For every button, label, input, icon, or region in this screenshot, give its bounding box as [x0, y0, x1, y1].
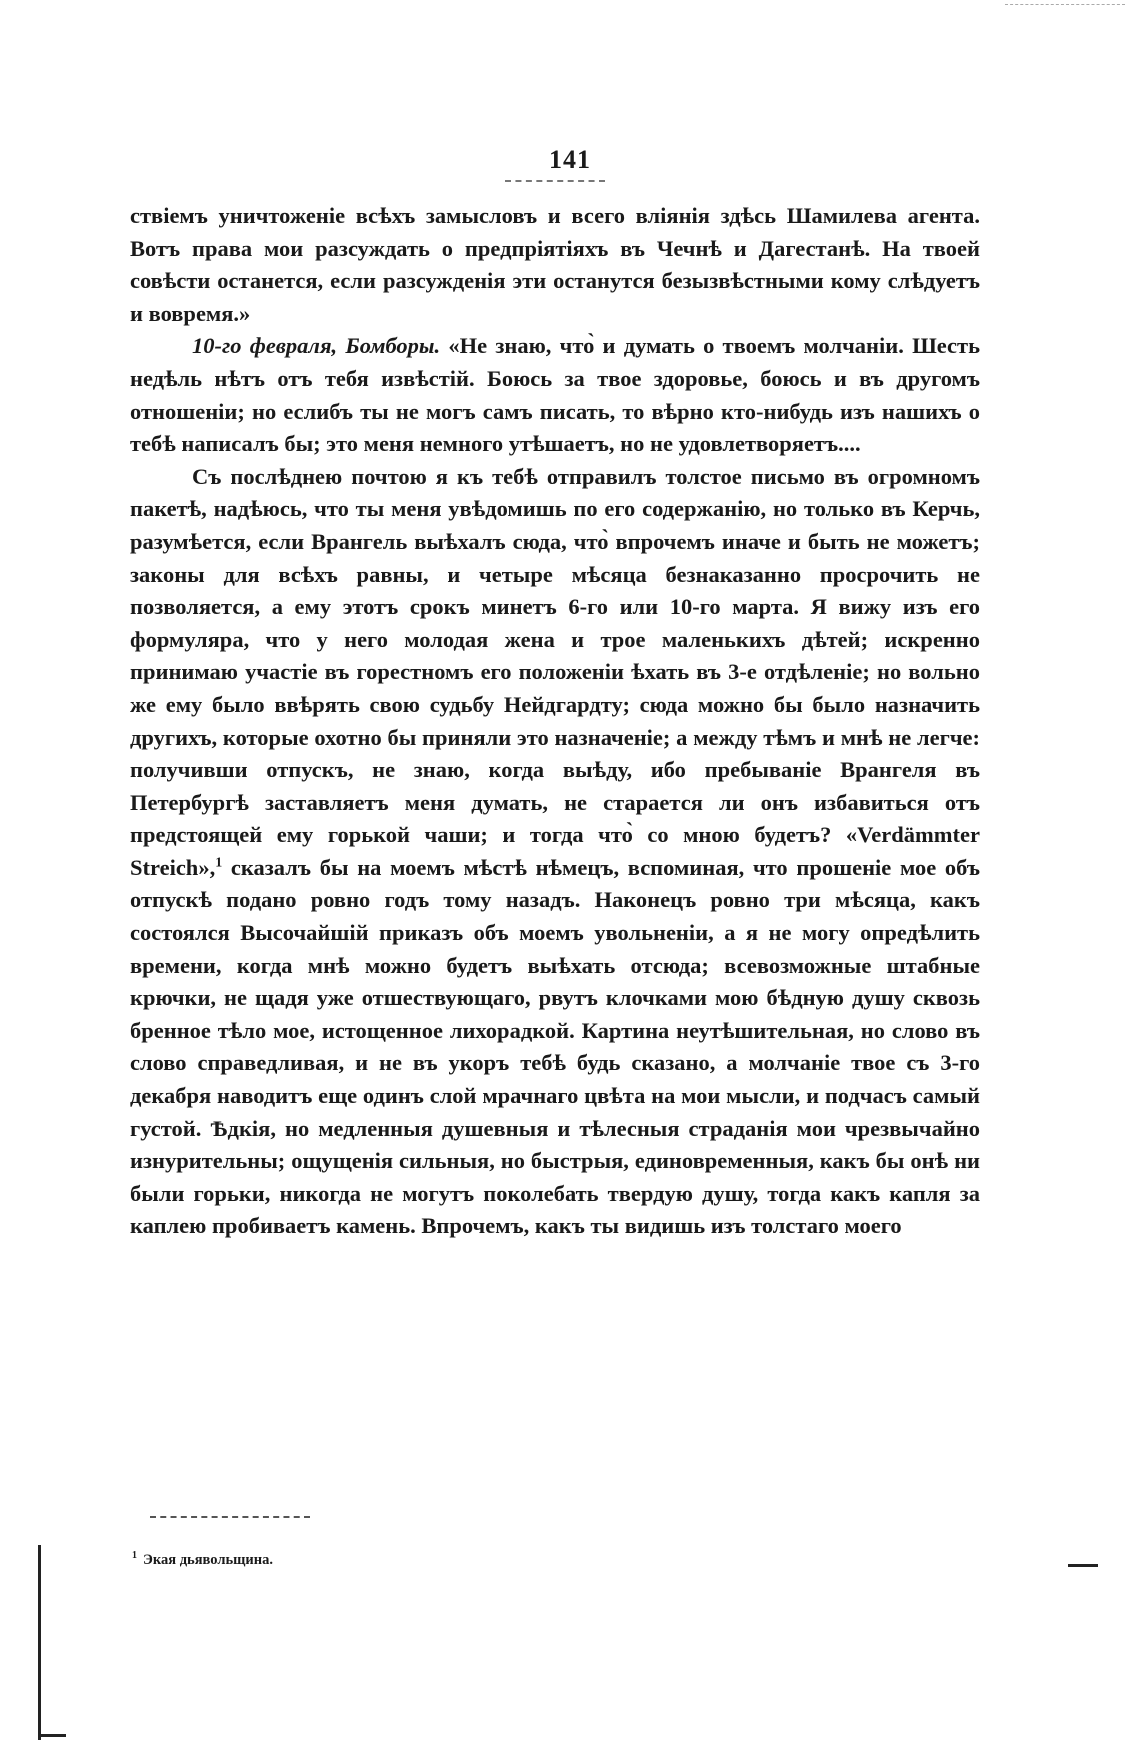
body-text: [130, 200, 980, 1243]
paragraph-2: [130, 330, 980, 460]
footnote-mark: 1: [132, 1550, 137, 1561]
paragraph-3-part-b: сказалъ бы на моемъ мѣстѣ нѣмецъ, вспоминая, что прошеніе мое объ отпускѣ подано ровно годъ тому назадъ. Наконецъ ровно три мѣсяца, какъ состоялся Высочайшій приказъ объ моемъ увольненіи, а я не могу опредѣлить времени, когда мнѣ можно будетъ выѣхать отсюда; всевозможные штабные крючки, не щадя уже отшествующаго, рвутъ клочками мою бѣдную душу сквозь бренное тѣло мое, истощенное лихорадкой. Картина неутѣшительная, но слово въ слово справедливая, и не въ укоръ тебѣ будь сказано, а молчаніе твое съ 3-го декабря наводитъ еще одинъ слой мрачнаго цвѣта на мои мысли, и подчасъ самый густой. Ѣдкія, но медленныя душевныя и тѣлесныя страданія мои чрезвычайно изнурительны; ощущенія сильныя, но быстрыя, единовременныя, какъ бы онѣ ни были горьки, никогда не могутъ поколебать твердую душу, тогда какъ капля за каплею пробиваетъ камень. Впрочемъ, какъ ты видишь изъ толстаго моего: [130, 854, 980, 1239]
footnote-separator: [150, 1516, 310, 1518]
page-number-rule: [505, 180, 605, 182]
binding-margin-foot: [38, 1734, 66, 1737]
page-number: 141: [549, 145, 591, 174]
paragraph-1: ствіемъ уничтоженіе всѣхъ замысловъ и всего вліянія здѣсь Шамилева агента. Вотъ права мои разсуждать о предпріятіяхъ въ Чечнѣ и Дагестанѣ. На твоей совѣсти останется, если разсужденія эти останутся безызвѣстными кому слѣдуетъ и вовремя.»: [130, 203, 980, 326]
footnote-reference: 1: [215, 855, 223, 871]
binding-margin-line: [38, 1545, 41, 1740]
footnote-text: Экая дьявольщина.: [143, 1551, 273, 1568]
date-label: 10-го февраля, Бомборы.: [192, 333, 441, 359]
paragraph-3-part-a: Съ послѣднею почтою я къ тебѣ отправилъ толстое письмо въ огромномъ пакетѣ, надѣюсь, что ты меня увѣдомишь по его содержанію, но только въ Керчь, разумѣется, если Врангель выѣхалъ сюда, что̀ впрочемъ иначе и быть не можетъ; законы для всѣхъ равны, и четыре мѣсяца безнаказанно просрочить не позволяется, а ему этотъ срокъ минетъ 6-го или 10-го марта. Я вижу изъ его формуляра, что у него молодая жена и трое маленькихъ дѣтей; искренно принимаю участіе въ горестномъ его положеніи ѣхать въ 3-е отдѣленіе; но вольно же ему было ввѣрять свою судьбу Нейдгардту; сюда можно бы было назначить другихъ, которые охотно бы приняли это назначеніе; а между тѣмъ и мнѣ не легче: получивши отпускъ, не знаю, когда выѣду, ибо пребываніе Врангеля въ Петербургѣ заставляетъ меня думать, не старается ли онъ избавиться отъ предстоящей ему горькой чаши; и тогда что̀ со мною будетъ? «Verdämmter Streich»,: [130, 463, 980, 880]
scan-edge-mark: [1005, 4, 1125, 5]
footnote: [132, 1550, 273, 1569]
right-margin-mark: [1068, 1564, 1098, 1567]
paragraph-2-text: «Не знаю, что̀ и думать о твоемъ молчаніи. Шесть недѣль нѣтъ отъ тебя извѣстій. Боюсь за твое здоровье, боюсь и въ другомъ отношеніи; но еслибъ ты не могъ самъ писать, то вѣрно кто-нибудь изъ нашихъ о тебѣ написалъ бы; это меня немного утѣшаетъ, но не удовлетворяетъ....: [130, 333, 980, 457]
paragraph-3: [130, 461, 980, 1243]
